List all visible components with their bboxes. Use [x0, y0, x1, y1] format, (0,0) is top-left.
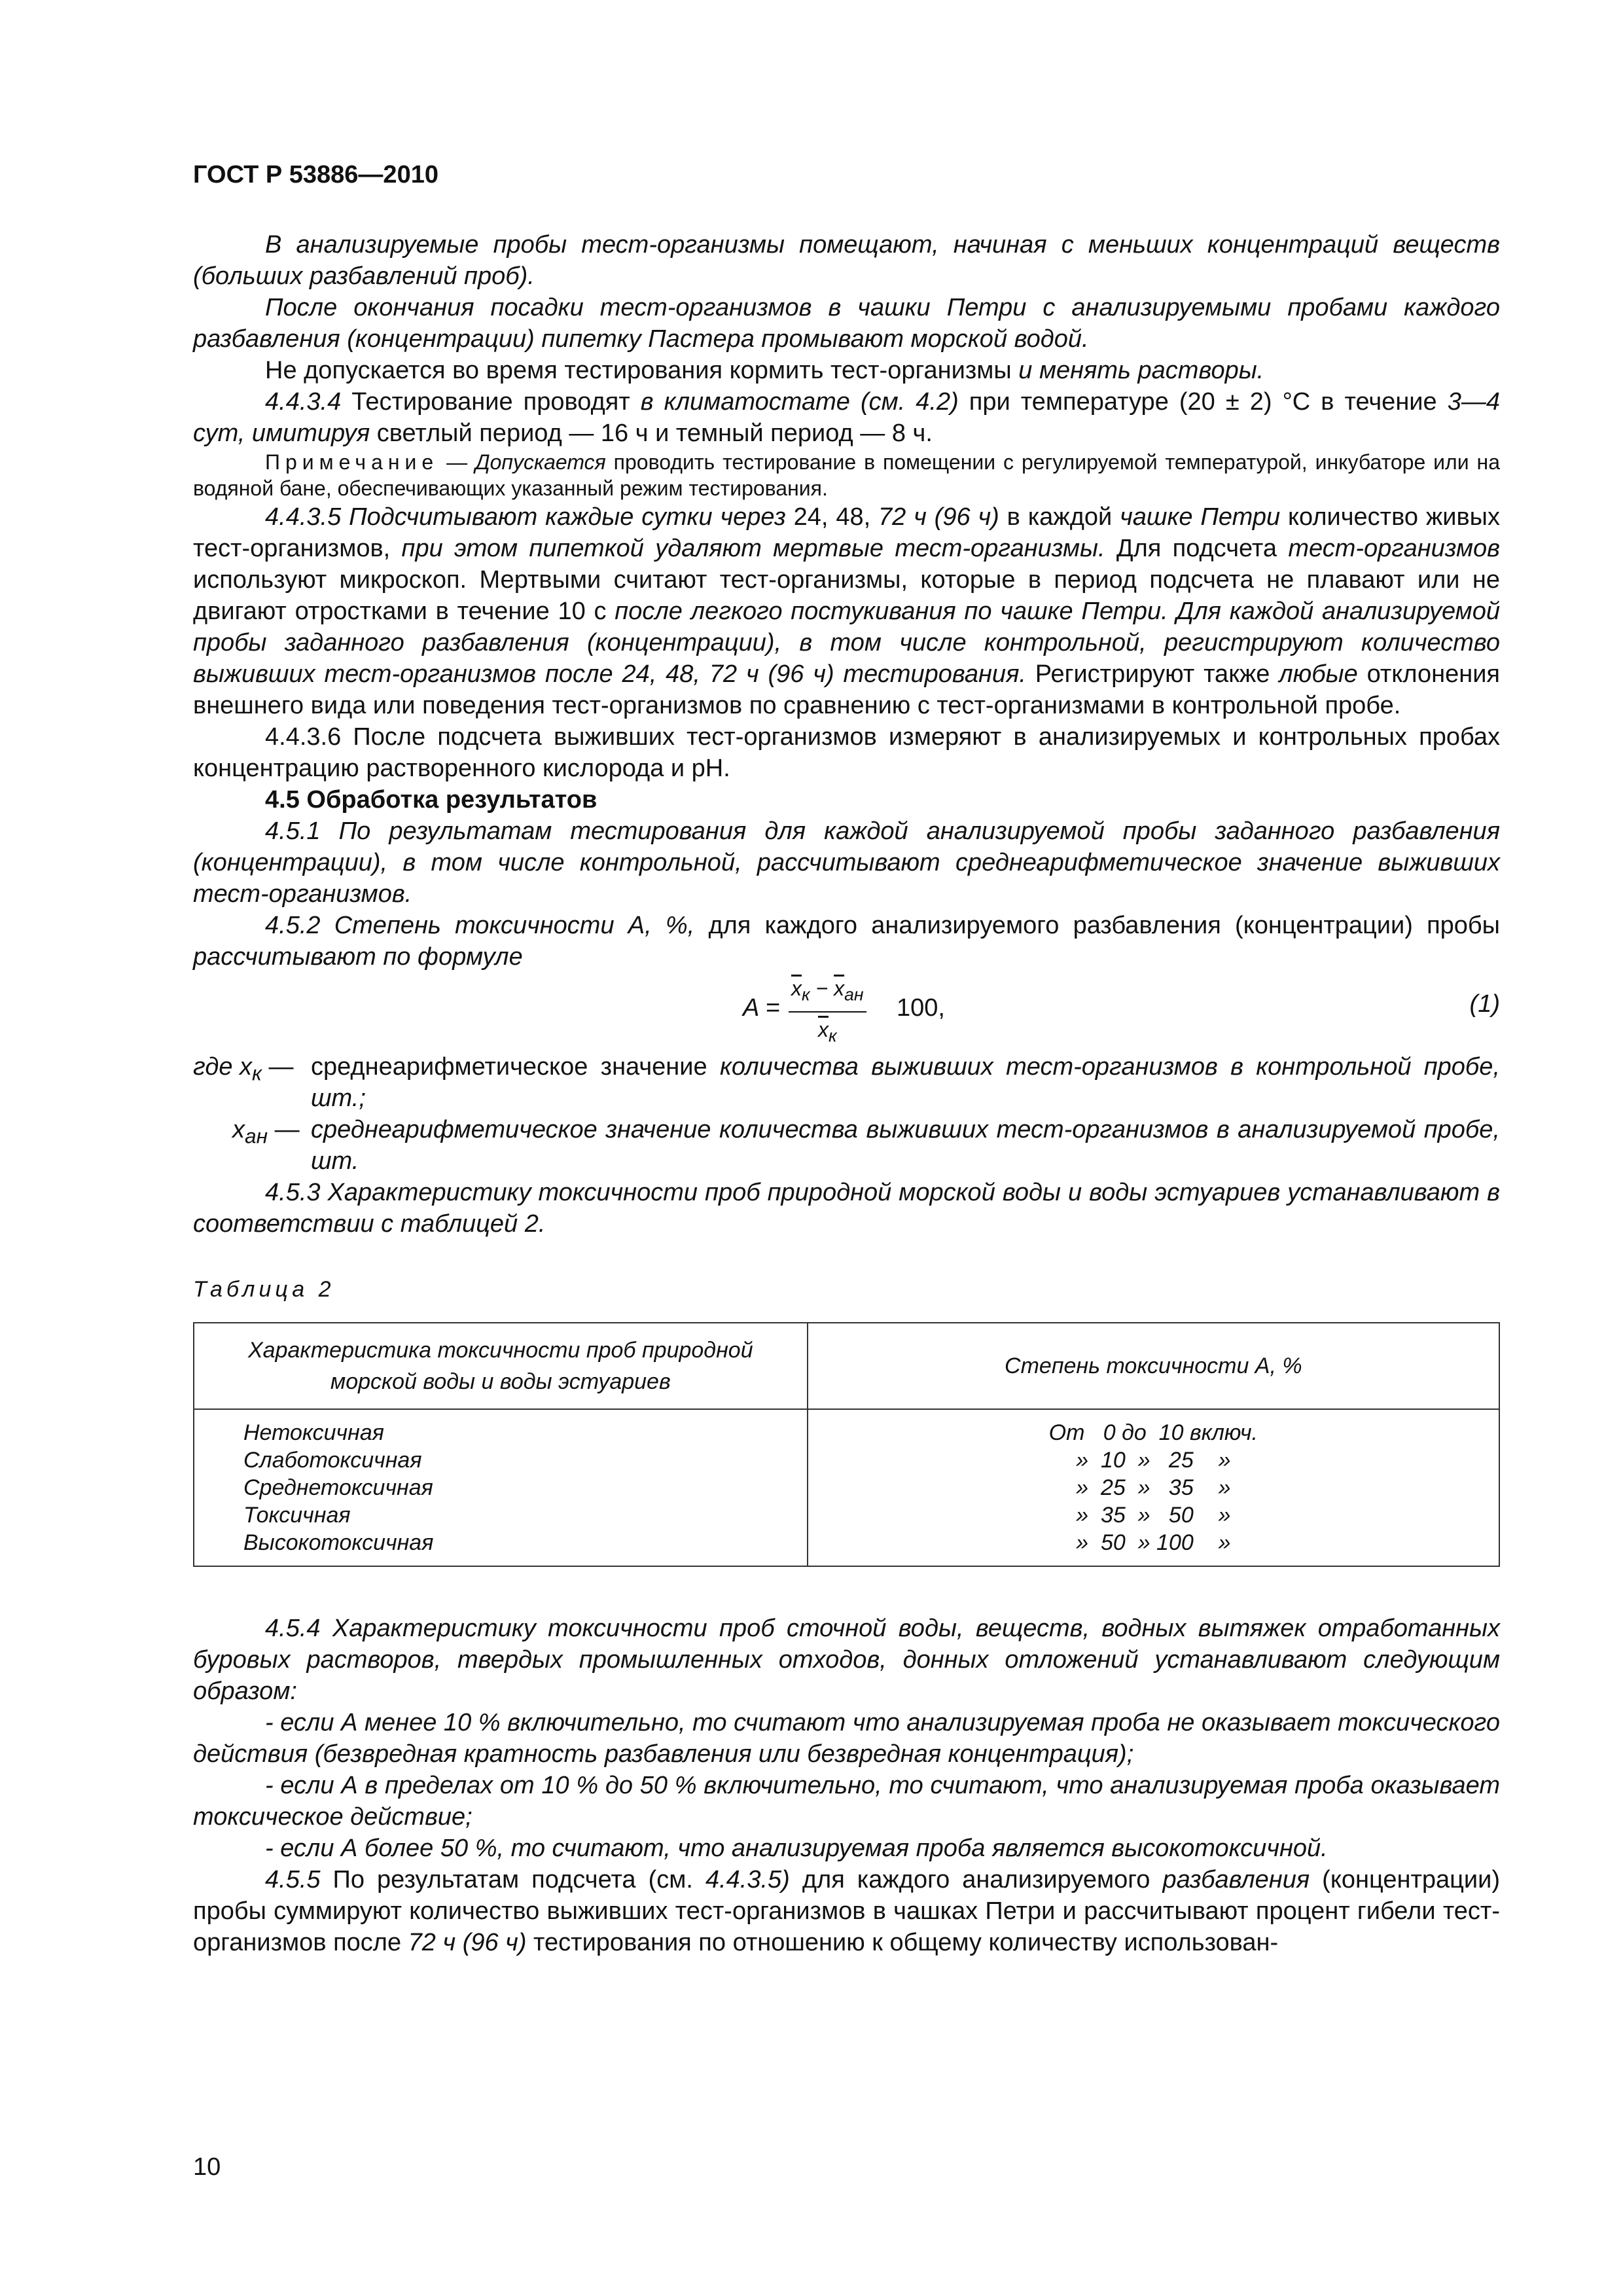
paragraph [193, 1864, 1500, 1958]
paragraph: В анализируемые пробы тест-организмы помещают, начиная с меньших концентраций веществ (больших разбавлений проб). [193, 231, 1500, 290]
document-header: ГОСТ Р 53886—2010 [193, 161, 438, 188]
table-cell-line: Слаботоксичная [243, 1448, 422, 1473]
paragraph: После окончания посадки тест-организмов в чашки Петри с анализируемыми пробами каждого разбавления (концентрации) пипетку Пастера промывают морской водой. [193, 294, 1500, 353]
formula-numerator [789, 973, 866, 1013]
formula-sub: к [252, 1061, 262, 1085]
table-cell-line: Токсичная [243, 1503, 351, 1528]
table-header-row [194, 1323, 1499, 1409]
text-span: — [438, 450, 476, 474]
formula-denominator [789, 1013, 866, 1051]
table-cell-line: » 35 » 50 » [1076, 1503, 1231, 1528]
definition-symbol [232, 1114, 300, 1152]
definition-item [193, 1114, 1500, 1177]
text-span: в каждой [999, 503, 1120, 531]
text-span: при этом пипеткой удаляют мертвые тест-организмы. [401, 535, 1105, 562]
table-cell-line: Нетоксичная [243, 1420, 384, 1445]
paragraph [193, 355, 1500, 386]
formula-op: − [810, 977, 834, 1000]
paragraph: 4.5.3 Характеристику токсичности проб природной морской воды и воды эстуариев устанавливают в соответствии с таблицей 2. [193, 1179, 1500, 1238]
formula-sub: ан [245, 1124, 268, 1148]
table-row [194, 1409, 1499, 1566]
text-span: разбавления [1162, 1866, 1310, 1893]
formula-number: (1) [1469, 990, 1500, 1018]
text-span: Не допускается во время тестирования кормить тест-организмы [265, 357, 1019, 384]
list-item: - если А менее 10 % включительно, то считают что анализируемая проба не оказывает токсического действия (безвредная кратность разбавления или безвредная концентрация); [193, 1709, 1500, 1768]
formula-sub: к [828, 1026, 837, 1046]
text-span: (концентрации) пробы суммируют количество выживших тест-организмов в чашках Петри и рассчитывают процент гибели тест-организмов после [193, 1866, 1500, 1956]
text-span: 3—4 сут, имитируя [193, 388, 1500, 447]
text-span: 4.4.3.5 Подсчитывают каждые сутки через [265, 503, 786, 531]
text-span: для каждого анализируемого разбавления (концентрации) пробы [694, 912, 1500, 939]
formula-sub: к [802, 984, 810, 1005]
text-span: рассчитывают по формуле [193, 943, 523, 971]
toxicity-table [193, 1322, 1500, 1567]
text-span: 4.5.2 Степень токсичности А, %, [265, 912, 695, 939]
page-number: 10 [193, 2153, 221, 2181]
table-cell [808, 1409, 1499, 1566]
text-span: любые [1279, 660, 1358, 688]
clause-number: 4.4.3.4 [265, 388, 342, 416]
text-span: Допускается [475, 450, 606, 474]
paragraph: 4.5.1 По результатам тестирования для каждой анализируемой пробы заданного разбавления (концентрации), в том числе контрольной, рассчитывают среднеарифметическое значение выживших тест-организмов. [193, 817, 1500, 908]
text-span: количества выживших тест-организмов в контрольной пробе, шт.; [311, 1053, 1500, 1112]
table-cell-line: От 0 до 10 включ. [1048, 1420, 1258, 1445]
text-span: где x [193, 1053, 253, 1081]
table-label: Таблица 2 [193, 1277, 335, 1302]
formula-1 [193, 973, 1500, 1051]
list-item: - если А более 50 %, то считают, что анализируемая проба является высокотоксичной. [265, 1835, 1328, 1862]
definition-body: среднеарифметическое значение количества выживших тест-организмов в анализируемой пробе, шт. [311, 1116, 1500, 1175]
definition-item [193, 1051, 1500, 1114]
table-cell-line: » 10 » 25 » [1076, 1448, 1231, 1473]
text-span: светлый период — 16 ч и темный период — 8 ч. [370, 420, 933, 447]
text-span: и менять растворы. [1018, 357, 1264, 384]
text-span: — [268, 1116, 300, 1143]
paragraph: 4.4.3.6 После подсчета выживших тест-организмов измеряют в анализируемых и контрольных пробах концентрацию растворенного кислорода и рН. [193, 723, 1500, 782]
text-span: в климатостате (см. 4.2) [640, 388, 959, 416]
text-span: чашке Петри [1120, 503, 1281, 531]
text-span: количество живых тест-организмов, [193, 503, 1500, 562]
table-cell-line: » 50 » 100 » [1076, 1530, 1231, 1555]
formula-lhs: A = [743, 994, 780, 1022]
table-header-cell: Характеристика токсичности проб природной морской воды и воды эстуариев [194, 1323, 808, 1409]
table-cell [194, 1409, 808, 1566]
text-span: Регистрируют также [1026, 660, 1279, 688]
table-cell-line: Высокотоксичная [243, 1530, 434, 1555]
formula-sub: ан [844, 984, 864, 1005]
formula-multiplier: 100, [897, 994, 945, 1022]
text-span: По результатам подсчета (см. [320, 1866, 705, 1893]
clause-number: 4.5.5 [265, 1866, 321, 1893]
definition-body [311, 1051, 1500, 1114]
text-span: — [261, 1053, 294, 1081]
text-span: Для подсчета [1105, 535, 1289, 562]
section-heading: 4.5 Обработка результатов [265, 786, 597, 814]
text-span: тест-организмов [1288, 535, 1501, 562]
definition-symbol [193, 1051, 294, 1089]
text-span: после легкого постукивания по чашке Петри. Для каждой анализируемой пробы заданного разбавления (концентрации), в том числе контрольной, регистрируют количество выживших тест-организмов после 24, 48, 72 ч (96 ч) тестирования. [193, 598, 1500, 688]
formula-var: $\overline{x}$ [817, 1018, 829, 1042]
text-span: 72 ч (96 ч) [408, 1929, 527, 1956]
body-text [193, 229, 1500, 1958]
text-span: Тестирование проводят [341, 388, 641, 416]
paragraph [193, 910, 1500, 973]
list-item: - если А в пределах от 10 % до 50 % включительно, то считают, что анализируемая проба оказывает токсическое действие; [193, 1772, 1500, 1831]
text-span: тестирования по отношению к общему количеству использован- [526, 1929, 1279, 1956]
text-span: среднеарифметическое значение [311, 1053, 720, 1081]
paragraph [193, 501, 1500, 721]
text-span: 4.4.3.5) [705, 1866, 790, 1893]
text-span: 24, 48, [785, 503, 879, 531]
text-span: используют микроскоп. Мертвыми считают тест-организмы, которые в период подсчета не плавают или не двигают отростками в течение 10 с [193, 566, 1500, 625]
text-span: для каждого анализируемого [789, 1866, 1163, 1893]
text-span: отклонения внешнего вида или поведения тест-организмов по сравнению с тест-организмами в контрольной пробе. [193, 660, 1500, 719]
formula-var: $\overline{x}$ [834, 977, 845, 1000]
text-span: x [232, 1116, 245, 1143]
paragraph [193, 386, 1500, 449]
text-span: 72 ч (96 ч) [878, 503, 999, 531]
paragraph: 4.5.4 Характеристику токсичности проб сточной воды, веществ, водных вытяжек отработанных буровых растворов, твердых промышленных отходов, донных отложений устанавливают следующим образом: [193, 1615, 1500, 1705]
table-cell-line: Среднетоксичная [243, 1475, 433, 1500]
note [193, 449, 1500, 501]
formula-fraction [789, 973, 866, 1052]
table-header-cell: Степень токсичности А, % [808, 1323, 1499, 1409]
note-label: Примечание [265, 450, 439, 474]
text-span: при температуре (20 ± 2) °С в течение [958, 388, 1448, 416]
formula-var: $\overline{x}$ [791, 977, 802, 1000]
text-span: проводить тестирование в помещении с регулируемой температурой, инкубаторе или на водяной бане, обеспечивающих указанный режим тестирования. [193, 450, 1500, 500]
table-cell-line: » 25 » 35 » [1076, 1475, 1231, 1500]
